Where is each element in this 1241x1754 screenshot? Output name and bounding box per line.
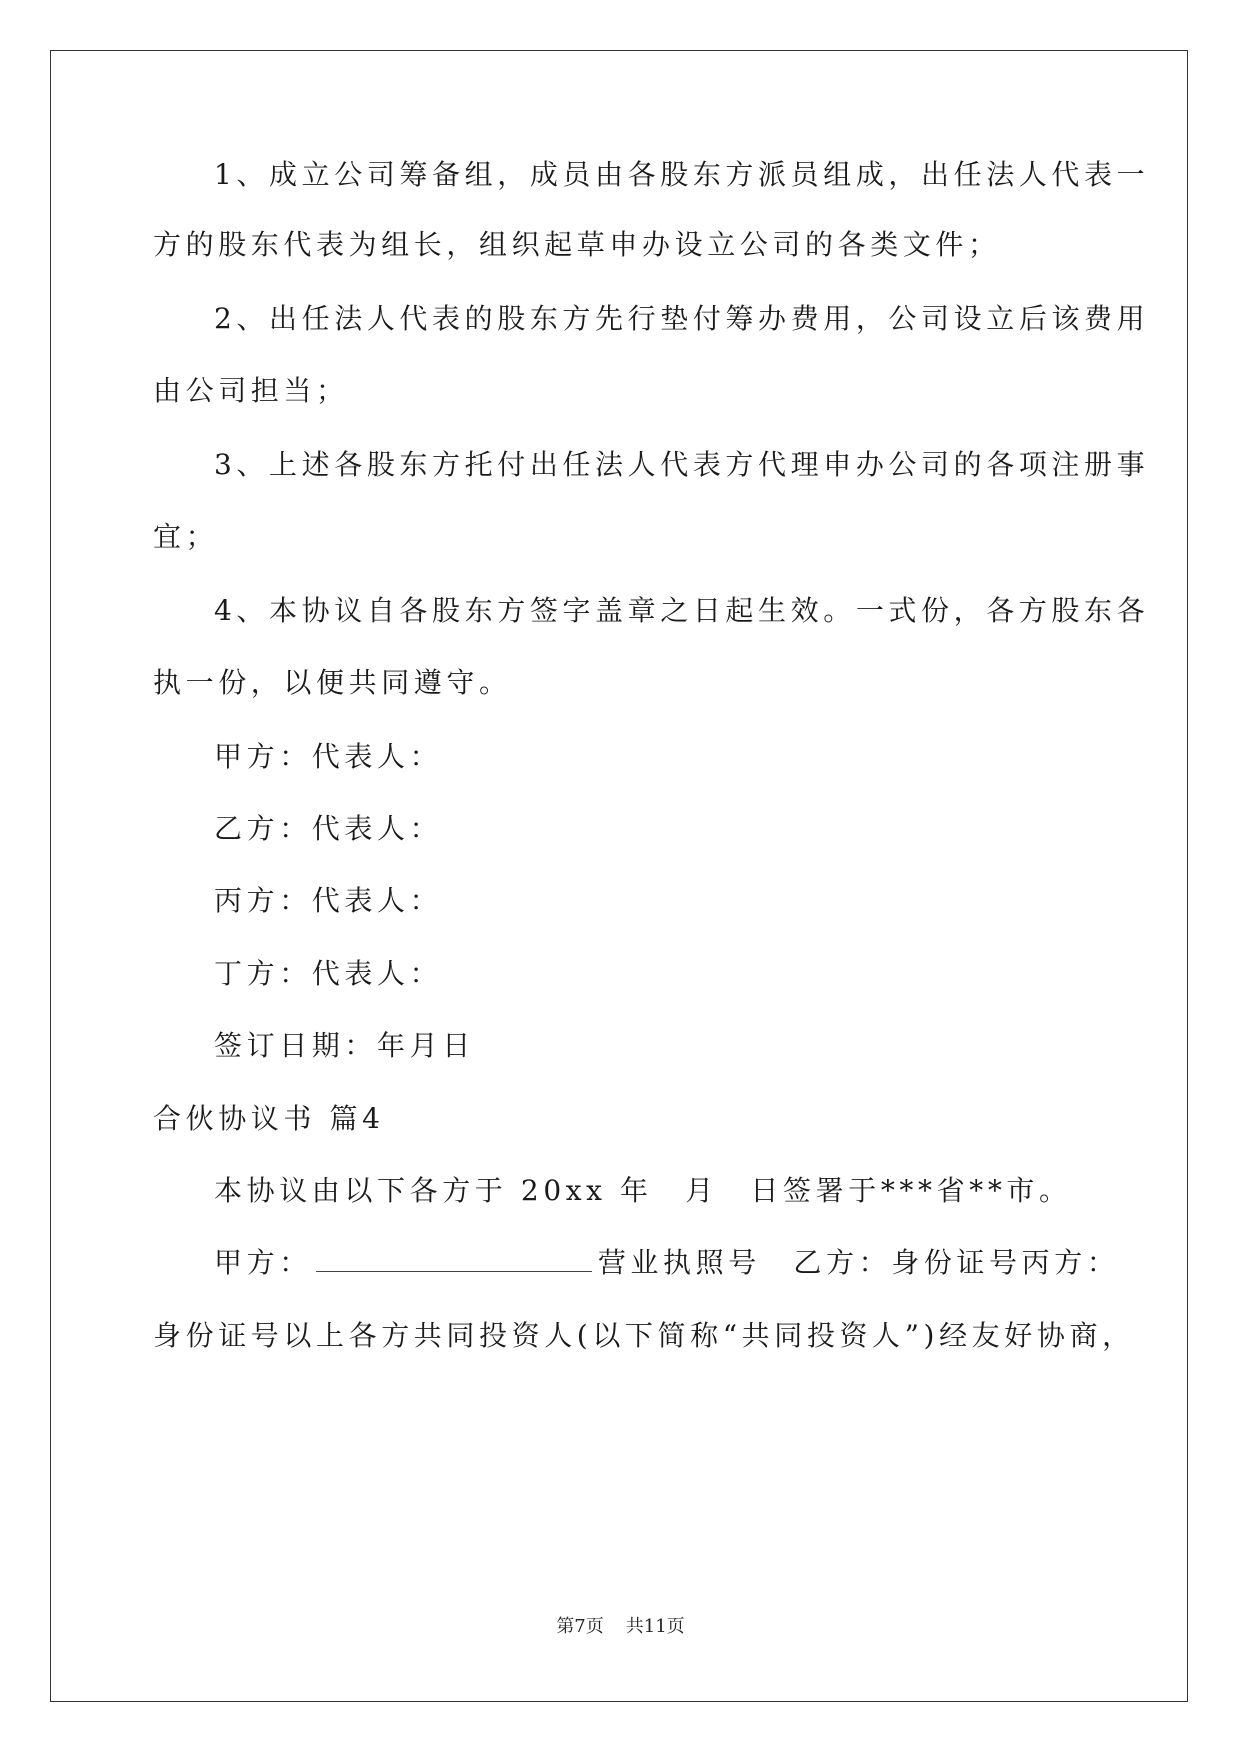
signature-party-b: 乙方：代表人： — [214, 812, 443, 845]
parties-line-continued: 身份证号以上各方共同投资人(以下简称“共同投资人”)经友好协商， — [153, 1319, 1135, 1352]
signing-date: 签订日期：年月日 — [214, 1029, 475, 1062]
page-footer — [0, 1615, 1241, 1639]
signature-party-c: 丙方：代表人： — [214, 884, 443, 917]
section-heading: 合伙协议书 篇4 — [153, 1102, 385, 1135]
page-number: 第7页 — [556, 1616, 604, 1637]
intro-line: 本协议由以下各方于 20xx 年 月 日签署于***省**市。 — [214, 1174, 1072, 1207]
parties-line-end: 营业执照号 乙方：身份证号丙方： — [597, 1246, 1120, 1279]
total-pages: 共11页 — [625, 1616, 685, 1637]
paragraph-3-line-2: 宜； — [153, 520, 219, 553]
parties-line-start: 甲方： — [214, 1246, 312, 1279]
paragraph-2-line-2: 由公司担当； — [153, 374, 349, 407]
paragraph-3-line-1: 3、上述各股东方托付出任法人代表方代理申办公司的各项注册事 — [214, 448, 1150, 481]
page-border — [50, 50, 1188, 1702]
signature-party-d: 丁方：代表人： — [214, 957, 443, 990]
paragraph-4-line-1: 4、本协议自各股东方签字盖章之日起生效。一式份，各方股东各 — [214, 594, 1150, 627]
paragraph-1-line-2: 方的股东代表为组长，组织起草申办设立公司的各类文件； — [153, 228, 1001, 261]
parties-line — [214, 1243, 1119, 1283]
signature-party-a: 甲方：代表人： — [214, 740, 443, 773]
paragraph-1-line-1: 1、成立公司筹备组，成员由各股东方派员组成，出任法人代表一 — [214, 158, 1150, 191]
paragraph-2-line-1: 2、出任法人代表的股东方先行垫付筹办费用，公司设立后该费用 — [214, 302, 1150, 335]
fill-in-blank — [316, 1245, 592, 1272]
paragraph-4-line-2: 执一份，以便共同遵守。 — [153, 666, 512, 699]
